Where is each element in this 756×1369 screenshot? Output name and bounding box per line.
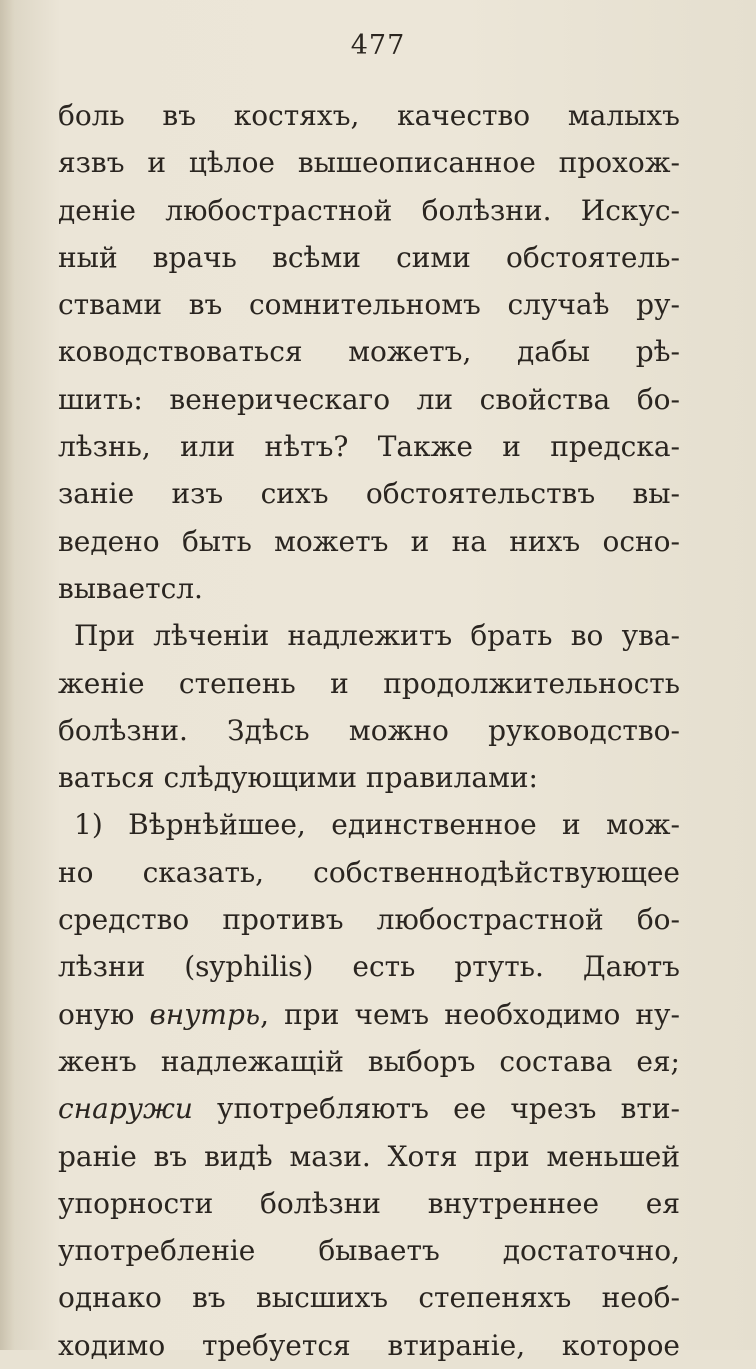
- text-line: упорности болѣзни внутреннее ея: [58, 1186, 680, 1220]
- paragraph-2: [58, 612, 680, 801]
- text-line: вываетсл.: [58, 571, 203, 605]
- text-fragment: оную: [58, 997, 150, 1031]
- text-line: ваться слѣдующими правилами:: [58, 761, 538, 795]
- text-line: ный врачь всѣми сими обстоятель-: [58, 240, 680, 274]
- text-fragment: употребляютъ ее чрезъ вти-: [192, 1092, 680, 1126]
- text-line: При лѣченіи надлежитъ брать во ува-: [74, 619, 680, 653]
- text-line: заніе изъ сихъ обстоятельствъ вы-: [58, 477, 680, 511]
- text-line: ведено быть можетъ и на нихъ осно-: [58, 524, 680, 558]
- page-number: 477: [350, 30, 406, 61]
- text-line: но сказать, собственнодѣйствующее: [58, 855, 680, 889]
- page-edge: [0, 0, 14, 1350]
- text-line: боль въ костяхъ, качество малыхъ: [58, 99, 680, 132]
- text-line: женіе степень и продолжительность: [58, 666, 680, 700]
- italic-word: внутрь: [149, 997, 261, 1031]
- text-line: деніе любострастной болѣзни. Искус-: [58, 193, 680, 227]
- text-line: средство противъ любострастной бо-: [58, 903, 680, 937]
- text-line: раніе въ видѣ мази. Хотя при меньшей: [58, 1139, 680, 1173]
- text-fragment: , при чемъ необходимо ну-: [260, 997, 680, 1031]
- text-line: [58, 991, 680, 1038]
- text-line: язвъ и цѣлое вышеописанное прохож-: [58, 146, 680, 180]
- text-line: женъ надлежащій выборъ состава ея;: [58, 1044, 680, 1078]
- italic-word: снаружи: [58, 1092, 193, 1126]
- text-line: ководствоваться можетъ, дабы рѣ-: [58, 335, 680, 369]
- text-line: [58, 1085, 680, 1132]
- text-line: болѣзни. Здѣсь можно руководство-: [58, 713, 680, 747]
- text-line: ствами въ сомнительномъ случаѣ ру-: [58, 288, 680, 322]
- text-line: шить: венерическаго ли свойства бо-: [58, 382, 680, 416]
- text-line: ходимо требуется втираніе, которое: [58, 1328, 680, 1362]
- text-line: однако въ высшихъ степеняхъ необ-: [58, 1281, 680, 1315]
- page-text: [58, 92, 680, 1369]
- paragraph-1: [58, 92, 680, 612]
- text-line: лѣзни (syphilis) есть ртуть. Даютъ: [58, 950, 680, 984]
- text-line: лѣзнь, или нѣтъ? Также и предска-: [58, 430, 680, 464]
- paragraph-3: [58, 801, 680, 1369]
- text-line: 1) Вѣрнѣйшее, единственное и мож-: [74, 808, 680, 842]
- text-line: употребленіе бываетъ достаточно,: [58, 1234, 680, 1268]
